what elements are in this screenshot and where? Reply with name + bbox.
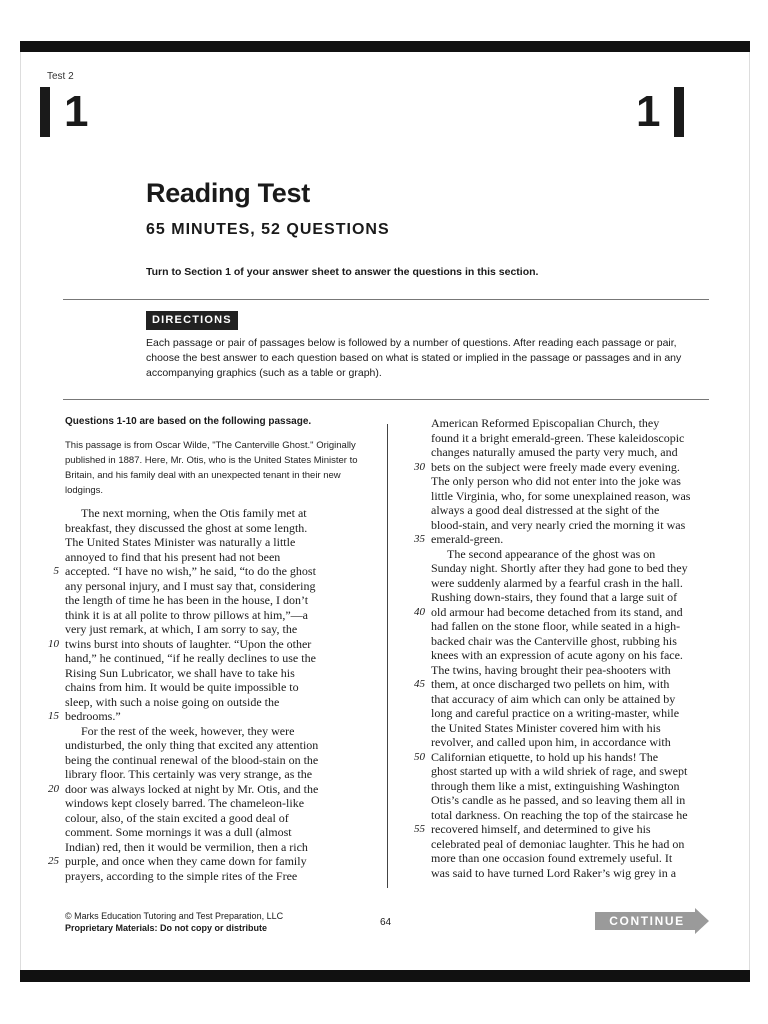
left-page-edge: [20, 52, 21, 970]
copyright-text: © Marks Education Tutoring and Test Preparation, LLC: [65, 911, 284, 921]
line-text: the United States Minister covered him with his: [431, 720, 661, 735]
section-marker-left: [40, 86, 88, 138]
passage-line: [414, 749, 709, 765]
passage-line: [65, 550, 380, 565]
passage-line: [431, 706, 709, 721]
passage-intro: This passage is from Oscar Wilde, "The Canterville Ghost." Originally published in 1887. Here, Mr. Otis, who is the United States Minister to Britain, and his family deal with an unexpected tenant in their new lodgings.: [65, 440, 358, 496]
page-title: Reading Test: [146, 178, 310, 208]
passage-line: [65, 666, 380, 681]
directions-top-rule: [63, 299, 709, 300]
line-text: Californian etiquette, to hold up his hands! The: [431, 749, 659, 764]
line-text: recovered himself, and determined to give his: [431, 822, 651, 836]
passage-line: [414, 677, 709, 692]
line-text: being the continual renewal of the blood-stain on the: [65, 752, 319, 767]
passage-line: [65, 651, 380, 666]
passage-line: [65, 869, 380, 884]
continue-label: CONTINUE: [609, 914, 685, 928]
section-block-right: [674, 87, 684, 137]
passage-line: [48, 636, 380, 652]
line-text: old armour had become detached from its stand, and: [431, 604, 683, 619]
passage-line: [431, 837, 709, 852]
passage-line: [414, 459, 709, 475]
passage-line: [431, 764, 709, 779]
passage-line: [65, 680, 380, 695]
passage-line: [431, 663, 709, 678]
line-text: more than one occasion found extremely useful. It: [431, 851, 673, 865]
bottom-border-bar: [20, 970, 750, 982]
line-number: 40: [414, 605, 425, 618]
line-text: door was always locked at night by Mr. Otis, and the: [65, 781, 319, 796]
passage-line: [431, 866, 709, 881]
line-number: 30: [414, 460, 425, 473]
line-number: 15: [48, 710, 59, 722]
passage-line: [65, 811, 380, 826]
line-text: were suddenly alarmed by a fearful crash in the hall.: [431, 575, 683, 590]
top-border-bar: [20, 41, 750, 52]
passage-line: [431, 721, 709, 736]
page-subtitle: 65 MINUTES, 52 QUESTIONS: [146, 221, 390, 238]
line-text: emerald-green.: [431, 532, 504, 546]
passage-line: [431, 692, 709, 707]
passage-line: [65, 535, 380, 550]
line-text: The second appearance of the ghost was on: [447, 546, 656, 561]
line-number: 10: [48, 637, 59, 650]
proprietary-notice: Proprietary Materials: Do not copy or distribute: [65, 923, 268, 933]
passage-line: [431, 851, 709, 866]
line-text: always a good deal distressed at the sight of the: [431, 503, 660, 517]
passage-line: [65, 593, 380, 608]
continue-arrow: [595, 908, 709, 934]
passage-line: [65, 753, 380, 768]
passage-line: [431, 590, 709, 605]
directions-bottom-rule: [63, 399, 709, 400]
line-text: accepted. “I have no wish,” he said, “to do the ghost: [65, 564, 316, 578]
line-text: ghost started up with a wild shriek of rage, and swept: [431, 764, 688, 778]
section-number-right: 1: [636, 87, 661, 136]
passage-line: [431, 474, 709, 489]
line-text: American Reformed Episcopalian Church, they: [431, 416, 660, 430]
passage-line: [48, 709, 380, 724]
page-number: 64: [380, 917, 392, 928]
passage-line: [431, 648, 709, 663]
column-divider: [387, 424, 388, 888]
passage-line: [65, 579, 380, 594]
passage-line: [431, 503, 709, 518]
passage-line: [431, 735, 709, 750]
right-page-edge: [749, 52, 750, 970]
line-number: 5: [53, 565, 59, 577]
line-text: total darkness. On reaching the top of the staircase he: [431, 807, 688, 822]
passage-line: [65, 796, 380, 811]
passage-text-left: [48, 506, 380, 883]
passage-line: [48, 854, 380, 869]
line-text: For the rest of the week, however, they were: [81, 723, 295, 738]
line-text: prayers, according to the simple rites of the Free: [65, 868, 298, 883]
passage-right-column: [414, 416, 709, 880]
passage-line: [65, 521, 380, 536]
test-label: Test 2: [47, 71, 74, 82]
passage-line: [48, 781, 380, 797]
passage-line: [431, 576, 709, 591]
line-text: chains from him. It would be quite impossible to: [65, 680, 299, 694]
passage-line: [65, 695, 380, 710]
line-text: was said to have turned Lord Raker’s wig grey in a: [431, 865, 677, 880]
passage-line: [431, 489, 709, 504]
line-number: 20: [48, 782, 59, 795]
line-text: them, at once discharged two pellets on him, with: [431, 677, 670, 691]
line-number: 50: [414, 750, 425, 763]
section-marker-right: [636, 86, 684, 138]
passage-line: [431, 619, 709, 634]
section-number-left: 1: [64, 87, 89, 136]
section-block-left: [40, 87, 50, 137]
line-text: backed chair was the Canterville ghost, rubbing his: [431, 633, 677, 648]
passage-line: [65, 767, 380, 782]
line-text: Sunday night. Shortly after they had gone to bed they: [431, 561, 688, 575]
line-text: any personal injury, and I must say that, considering: [65, 578, 316, 593]
line-text: The next morning, when the Otis family met at: [81, 506, 307, 520]
passage-line: [65, 622, 380, 637]
line-text: had fallen on the stone floor, while seated in a high-: [431, 619, 681, 633]
line-number: 45: [414, 678, 425, 690]
line-text: think it is at all polite to throw pillows at him,”—a: [65, 607, 308, 622]
passage-line: [65, 840, 380, 855]
passage-line: [414, 604, 709, 620]
passage-line: [65, 825, 380, 840]
passage-line: [431, 561, 709, 576]
passage-line: [65, 724, 380, 739]
line-text: The only person who did not enter into the joke was: [431, 474, 681, 488]
line-text: windows kept closely barred. The chameleon-like: [65, 796, 305, 810]
passage-text-right: [414, 416, 709, 880]
line-text: comment. Some mornings it was a dull (almost: [65, 825, 292, 839]
passage-line: [431, 445, 709, 460]
passage-left-column: [48, 416, 380, 883]
line-text: that accuracy of aim which can only be attained by: [431, 691, 676, 706]
line-text: colour, also, of the stain excited a good deal of: [65, 810, 289, 825]
line-number: 55: [414, 823, 425, 835]
line-text: revolver, and called upon him, in accordance with: [431, 735, 671, 749]
line-text: hand,” he continued, “if he really declines to use the: [65, 651, 316, 665]
line-text: celebrated peal of demoniac laughter. This he had on: [431, 836, 685, 851]
passage-line: [431, 634, 709, 649]
line-number: 35: [414, 533, 425, 545]
line-text: little Virginia, who, for some unexplained reason, was: [431, 488, 691, 503]
passage-line: [431, 431, 709, 446]
passage-line: [414, 822, 709, 837]
line-text: knees with an expression of acute agony on his face.: [431, 648, 683, 662]
passage-line: [65, 506, 380, 521]
line-text: purple, and once when they came down for family: [65, 854, 307, 868]
line-text: bets on the subject were freely made every evening.: [431, 459, 680, 474]
line-text: undisturbed, the only thing that excited any attention: [65, 738, 319, 752]
line-text: annoyed to find that his present had not been: [65, 549, 281, 564]
passage-line: [431, 518, 709, 533]
passage-line: [431, 547, 709, 562]
passage-line: [414, 532, 709, 547]
line-text: sleep, with such a noise going on outside the: [65, 694, 280, 709]
line-text: library floor. This certainly was very strange, as the: [65, 767, 313, 781]
section-instruction: Turn to Section 1 of your answer sheet to answer the questions in this section.: [146, 266, 539, 278]
line-text: The twins, having brought their pea-shooters with: [431, 662, 671, 677]
passage-line: [65, 738, 380, 753]
passage-line: [431, 793, 709, 808]
line-text: long and careful practice on a writing-master, while: [431, 706, 680, 720]
passage-line: [65, 608, 380, 623]
line-text: Rising Sun Lubricator, we shall have to take his: [65, 665, 295, 680]
passage-heading: Questions 1-10 are based on the following passage.: [65, 416, 312, 427]
passage-line: [431, 808, 709, 823]
line-text: through them like a mist, extinguishing Washington: [431, 778, 680, 793]
line-text: the length of time he has been in the house, I don’t: [65, 593, 309, 607]
passage-line: [53, 564, 380, 579]
directions-badge: DIRECTIONS: [146, 311, 238, 330]
footer-copyright-block: [65, 910, 283, 934]
line-text: found it a bright emerald-green. These kaleidoscopic: [431, 430, 685, 445]
passage-line: [431, 416, 709, 431]
line-number: 25: [48, 855, 59, 867]
line-text: Indian) red, then it would be vermilion, then a rich: [65, 839, 308, 854]
line-text: changes naturally amused the party very much, and: [431, 445, 678, 459]
line-text: The United States Minister was naturally a little: [65, 535, 296, 549]
line-text: very just remark, at which, I am sorry to say, the: [65, 622, 298, 636]
line-text: twins burst into shouts of laughter. “Upon the other: [65, 636, 312, 651]
line-text: bedrooms.”: [65, 709, 121, 723]
line-text: Rushing down-stairs, they found that a large suit of: [431, 590, 678, 604]
passage-line: [431, 779, 709, 794]
directions-text: Each passage or pair of passages below is followed by a number of questions. After reading each passage or pair, choose the best answer to each question based on what is stated or implied in the passage or passages and in any accompanying graphics (such as a table or graph).: [146, 337, 682, 379]
line-text: Otis’s candle as he passed, and so leaving them all in: [431, 793, 686, 807]
line-text: breakfast, they discussed the ghost at some length.: [65, 520, 308, 535]
line-text: blood-stain, and very nearly cried the morning it was: [431, 517, 686, 532]
